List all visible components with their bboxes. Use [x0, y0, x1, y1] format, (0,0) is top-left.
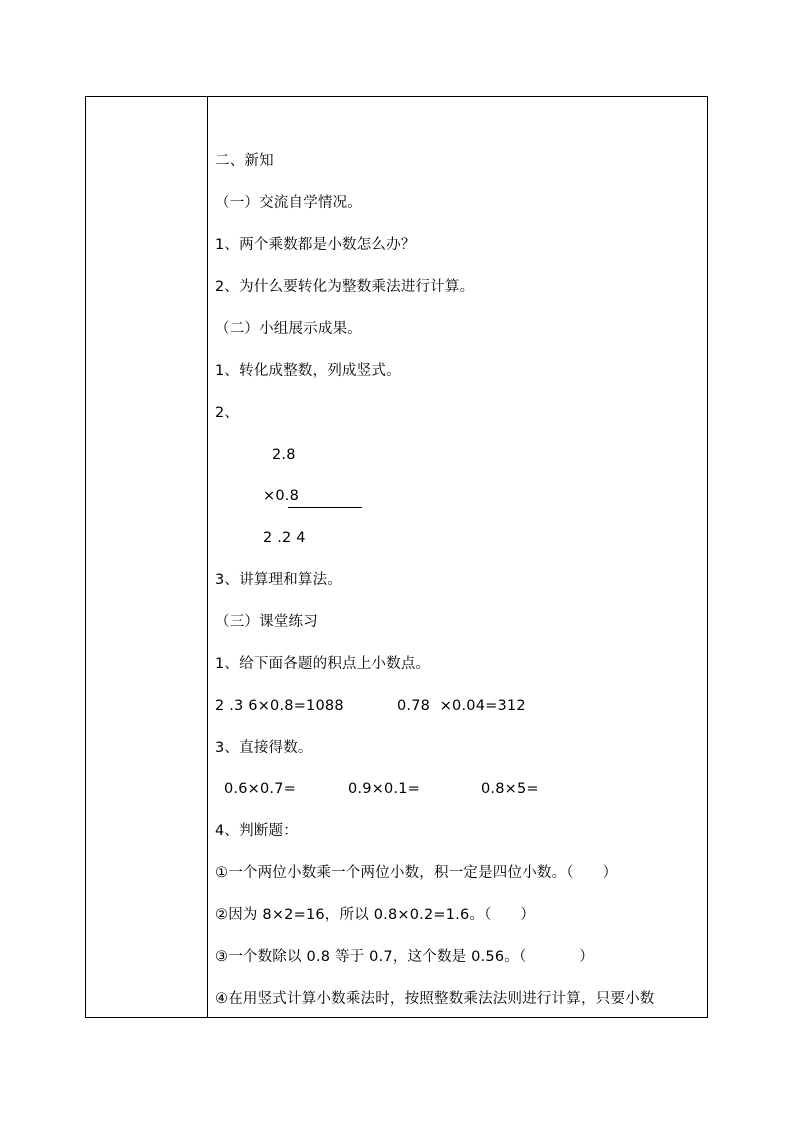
vertical-calc-rule — [288, 507, 362, 508]
subsection-heading-2: （二）小组展示成果。 — [215, 321, 362, 337]
question-line: 2、为什么要转化为整数乘法进行计算。 — [215, 279, 475, 295]
exercise-instruction: 4、判断题： — [215, 823, 298, 839]
judgement-item: ④在用竖式计算小数乘法时，按照整数乘法法则进行计算，只要小数 — [215, 991, 655, 1007]
exercise-item: 0.9×0.1= — [348, 781, 421, 797]
exercise-instruction: 1、给下面各题的积点上小数点。 — [215, 656, 431, 672]
step-line: 2、 — [215, 405, 240, 421]
subsection-heading-3: （三）课堂练习 — [215, 614, 318, 630]
step-line: 1、转化成整数，列成竖式。 — [215, 363, 401, 379]
exercise-item: 0.6×0.7= — [224, 781, 297, 797]
section-heading-new-knowledge: 二、新知 — [215, 153, 274, 169]
vertical-calc-multiplier: ×0.8 — [263, 488, 300, 504]
exercise-item: 0.8×5= — [481, 781, 539, 797]
judgement-item: ②因为 8×2=16，所以 0.8×0.2=1.6。（ ） — [215, 907, 536, 923]
judgement-item: ③一个数除以 0.8 等于 0.7，这个数是 0.56。（ ） — [215, 949, 594, 965]
judgement-item: ①一个两位小数乘一个两位小数，积一定是四位小数。（ ） — [215, 865, 618, 881]
vertical-calc-product: 2 .2 4 — [263, 530, 306, 546]
vertical-calc-multiplicand: 2.8 — [272, 447, 296, 463]
subsection-heading-1: （一）交流自学情况。 — [215, 195, 362, 211]
step-line: 3、讲算理和算法。 — [215, 572, 343, 588]
exercise-item: 0.78 ×0.04=312 — [397, 698, 526, 714]
question-line: 1、两个乘数都是小数怎么办？ — [215, 237, 416, 253]
exercise-instruction: 3、直接得数。 — [215, 740, 313, 756]
table-left-cell — [86, 97, 207, 1017]
exercise-item: 2 .3 6×0.8=1088 — [215, 698, 344, 714]
column-divider — [207, 97, 208, 1017]
